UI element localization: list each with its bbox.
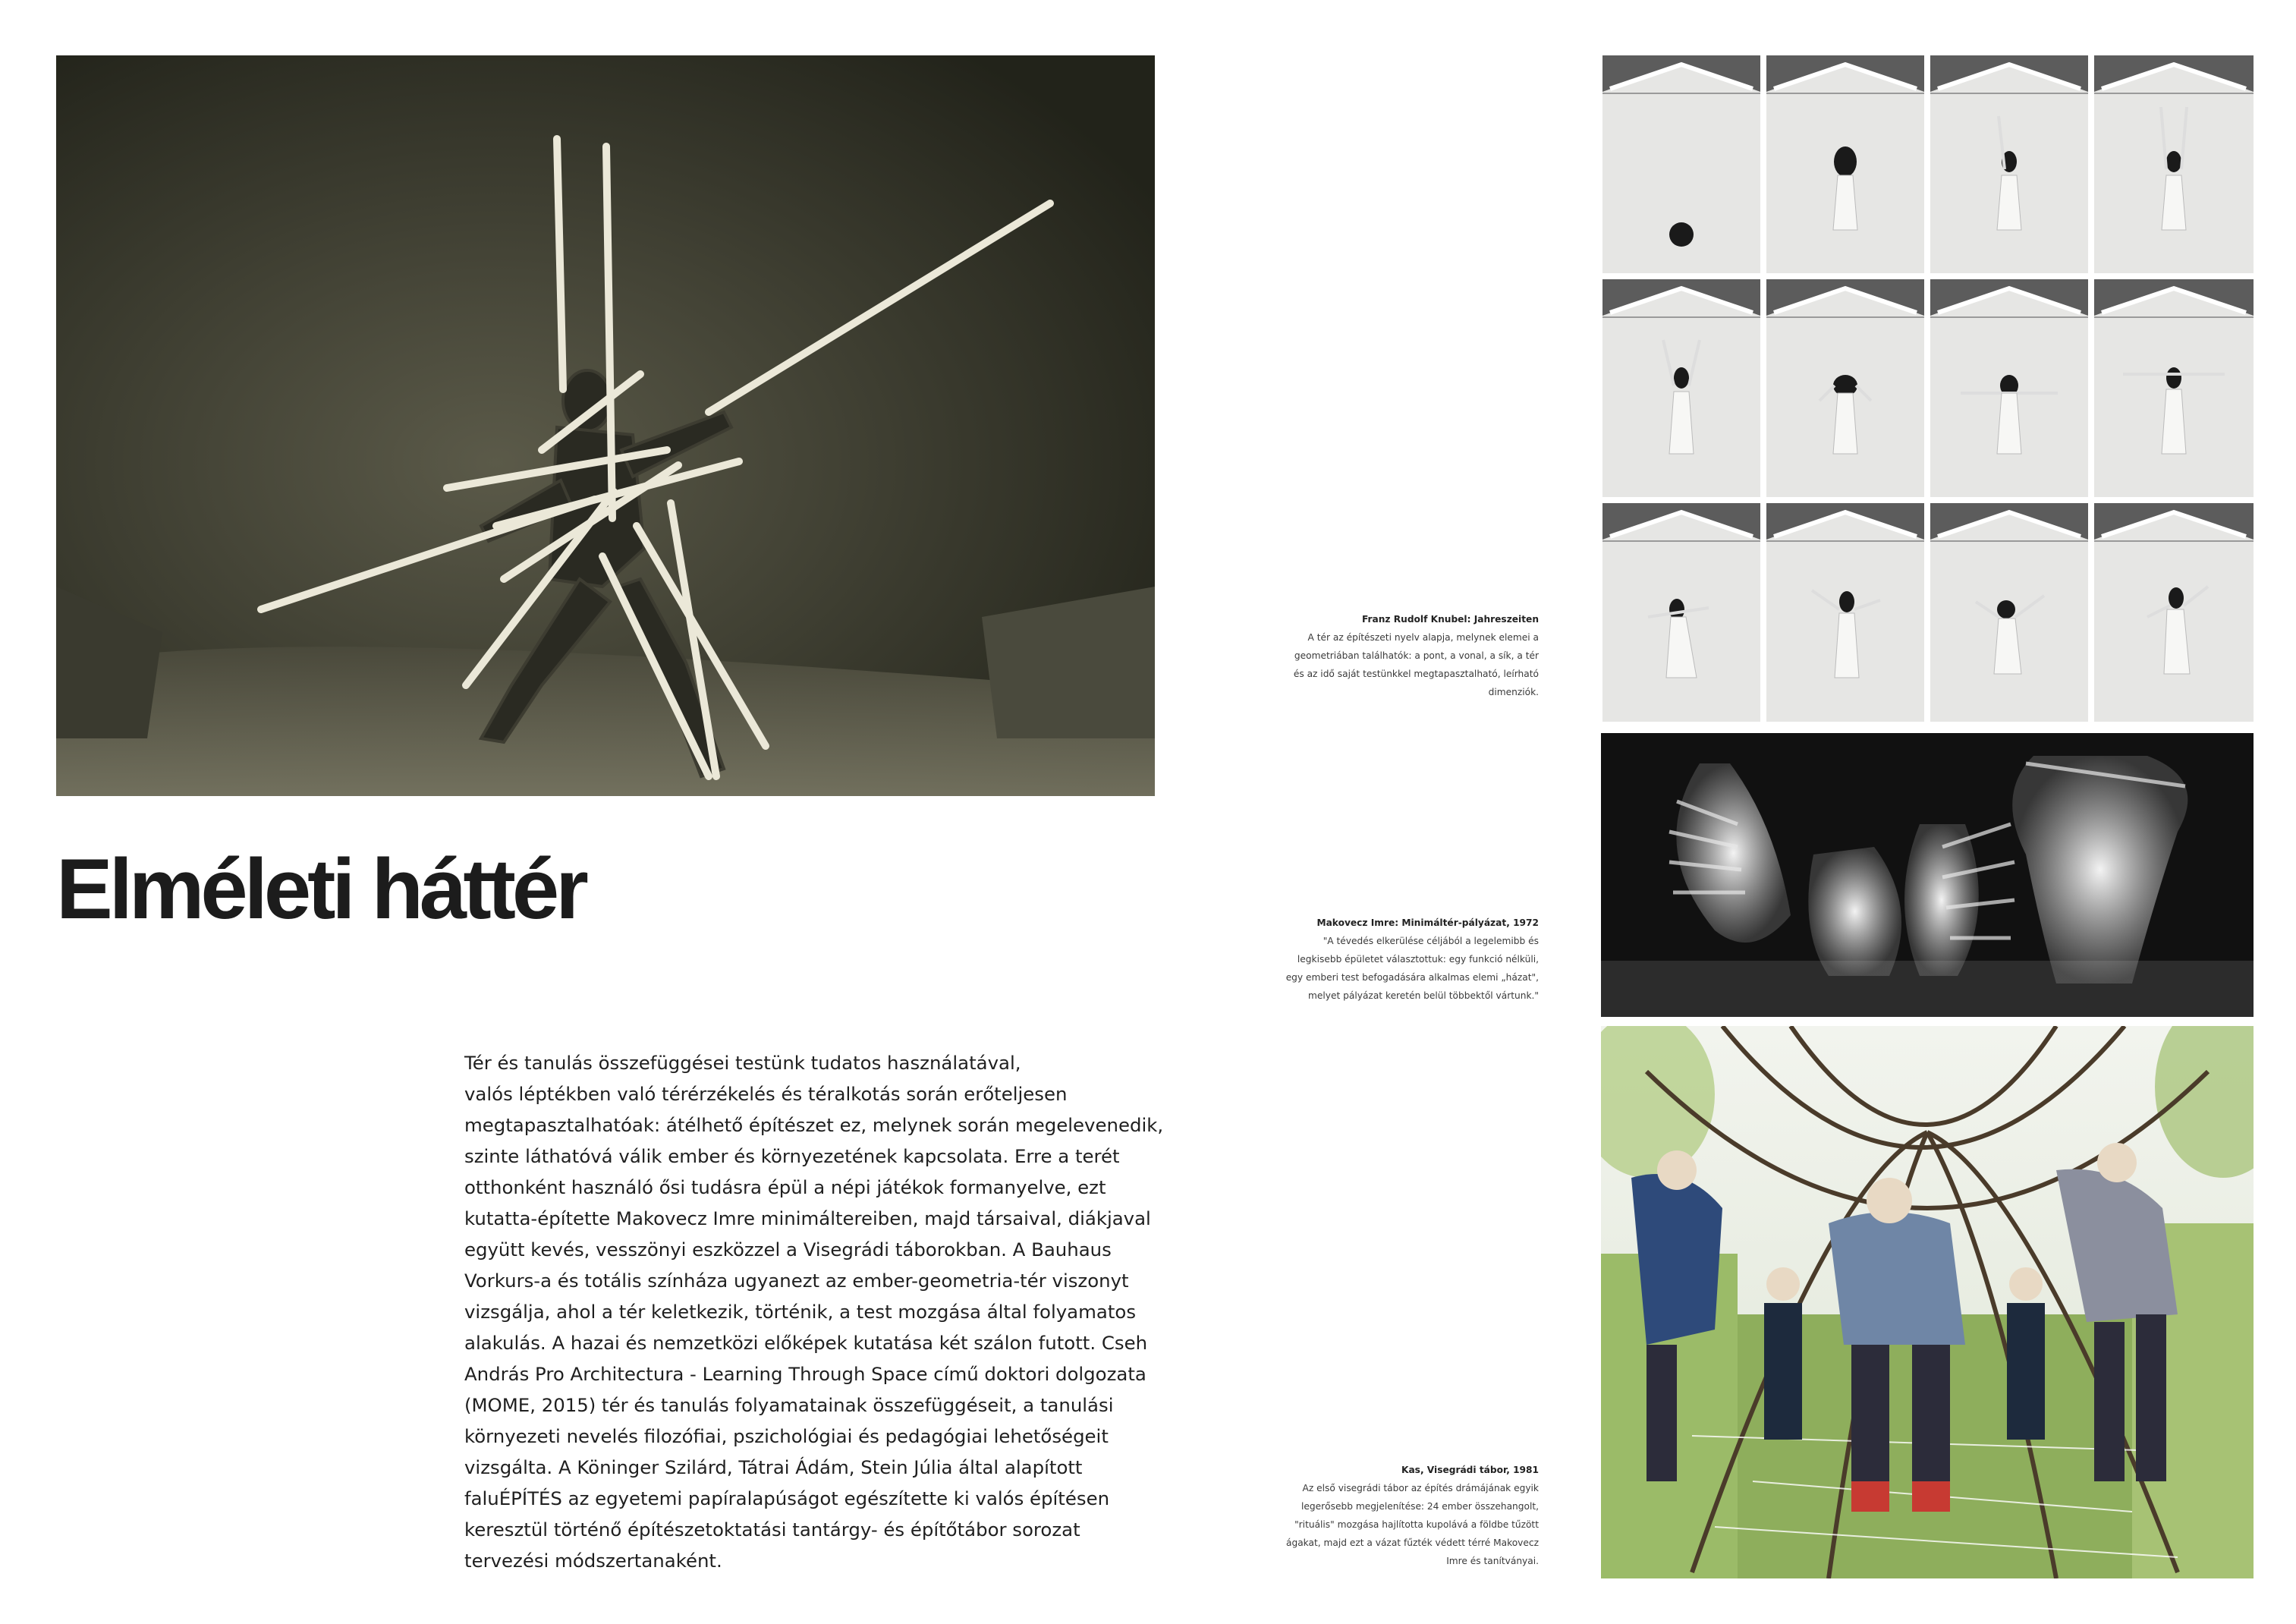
caption-line: A tér az építészeti nyelv alapja, melynek elemei a bbox=[1307, 632, 1539, 643]
knubel-frame bbox=[1602, 279, 1760, 497]
body-line: András Pro Architectura - Learning Through Space című doktori dolgozata bbox=[464, 1363, 1146, 1385]
kas-photo bbox=[1601, 1026, 2254, 1578]
body-line: tervezési módszertanaként. bbox=[464, 1550, 722, 1572]
caption-line: "A tévedés elkerülése céljából a legelemibb és bbox=[1323, 936, 1539, 946]
body-line: szinte láthatóvá válik ember és környezetének kapcsolata. Erre a terét bbox=[464, 1145, 1120, 1167]
knubel-frame bbox=[1602, 55, 1760, 273]
caption-line: dimenziók. bbox=[1488, 687, 1539, 697]
caption-kas bbox=[1205, 1461, 1539, 1570]
body-line: vizsgálja, ahol a tér keletkezik, történik, a test mozgása által folyamatos bbox=[464, 1301, 1137, 1323]
knubel-frame bbox=[1602, 503, 1760, 722]
knubel-frame bbox=[2094, 55, 2254, 273]
caption-makovecz bbox=[1205, 914, 1539, 1005]
knubel-frame bbox=[2094, 503, 2254, 722]
body-text bbox=[464, 1047, 1193, 1576]
body-line: (MOME, 2015) tér és tanulás folyamatainak összefüggéseit, a tanulási bbox=[464, 1394, 1114, 1416]
knubel-frame bbox=[1930, 503, 2088, 722]
knubel-frame bbox=[1766, 503, 1924, 722]
knubel-frame bbox=[1930, 55, 2088, 273]
knubel-photo-grid bbox=[1602, 55, 2254, 722]
body-line: környezeti nevelés filozófiai, pszichológiai és pedagógiai lehetőségeit bbox=[464, 1425, 1109, 1447]
main-photo bbox=[56, 55, 1155, 796]
caption-line: legkisebb épületet választottuk: egy funkció nélküli, bbox=[1297, 954, 1539, 965]
makovecz-photo bbox=[1601, 733, 2254, 1017]
caption-title: Kas, Visegrádi tábor, 1981 bbox=[1401, 1465, 1539, 1475]
knubel-frame bbox=[1930, 279, 2088, 497]
caption-line: és az idő saját testünkkel megtapasztalható, leírható bbox=[1293, 669, 1539, 679]
page-title: Elméleti háttér bbox=[56, 842, 585, 936]
caption-line: melyet pályázat keretén belül többektől vártunk." bbox=[1308, 990, 1539, 1001]
caption-line: egy emberi test befogadására alkalmas elemi „házat", bbox=[1285, 972, 1539, 983]
body-line: együtt kevés, vesszönyi eszközzel a Visegrádi táborokban. A Bauhaus bbox=[464, 1238, 1112, 1260]
body-line: megtapasztalhatóak: átélhető építészet ez, melynek során megelevenedik, bbox=[464, 1114, 1164, 1136]
body-line: keresztül történő építészetoktatási tantárgy- és építőtábor sorozat bbox=[464, 1519, 1080, 1541]
body-line: Vorkurs-a és totális színháza ugyanezt az ember-geometria-tér viszonyt bbox=[464, 1270, 1129, 1292]
body-line: alakulás. A hazai és nemzetközi előképek kutatása két szálon futott. Cseh bbox=[464, 1332, 1148, 1354]
knubel-frame bbox=[1766, 55, 1924, 273]
body-line: otthonként használó ősi tudásra épül a népi játékok formanyelve, ezt bbox=[464, 1176, 1106, 1198]
body-line: Tér és tanulás összefüggései testünk tudatos használatával, bbox=[464, 1052, 1021, 1074]
knubel-frame bbox=[1766, 279, 1924, 497]
caption-title: Makovecz Imre: Minimáltér-pályázat, 1972 bbox=[1316, 917, 1539, 928]
body-line: kutatta-építette Makovecz Imre minimáltereiben, majd társaival, diákjaval bbox=[464, 1207, 1151, 1229]
knubel-frame bbox=[2094, 279, 2254, 497]
body-line: vizsgálta. A Köninger Szilárd, Tátrai Ádám, Stein Júlia által alapított bbox=[464, 1456, 1083, 1478]
caption-line: Az első visegrádi tábor az építés drámájának egyik bbox=[1302, 1483, 1539, 1493]
caption-line: Imre és tanítványai. bbox=[1446, 1556, 1539, 1566]
caption-knubel bbox=[1205, 610, 1539, 701]
body-line: faluÉPÍTÉS az egyetemi papíralapúságot egészítette ki valós építésen bbox=[464, 1487, 1110, 1509]
caption-line: legerősebb megjelenítése: 24 ember összehangolt, bbox=[1301, 1501, 1539, 1512]
caption-line: geometriában találhatók: a pont, a vonal, a sík, a tér bbox=[1294, 650, 1539, 661]
body-line: valós léptékben való térérzékelés és téralkotás során erőteljesen bbox=[464, 1083, 1068, 1105]
caption-line: ágakat, majd ezt a vázat fűzték védett térré Makovecz bbox=[1286, 1537, 1539, 1548]
caption-title: Franz Rudolf Knubel: Jahreszeiten bbox=[1361, 614, 1539, 625]
caption-line: "rituális" mozgása hajlította kupolává a földbe tűzött bbox=[1294, 1519, 1539, 1530]
